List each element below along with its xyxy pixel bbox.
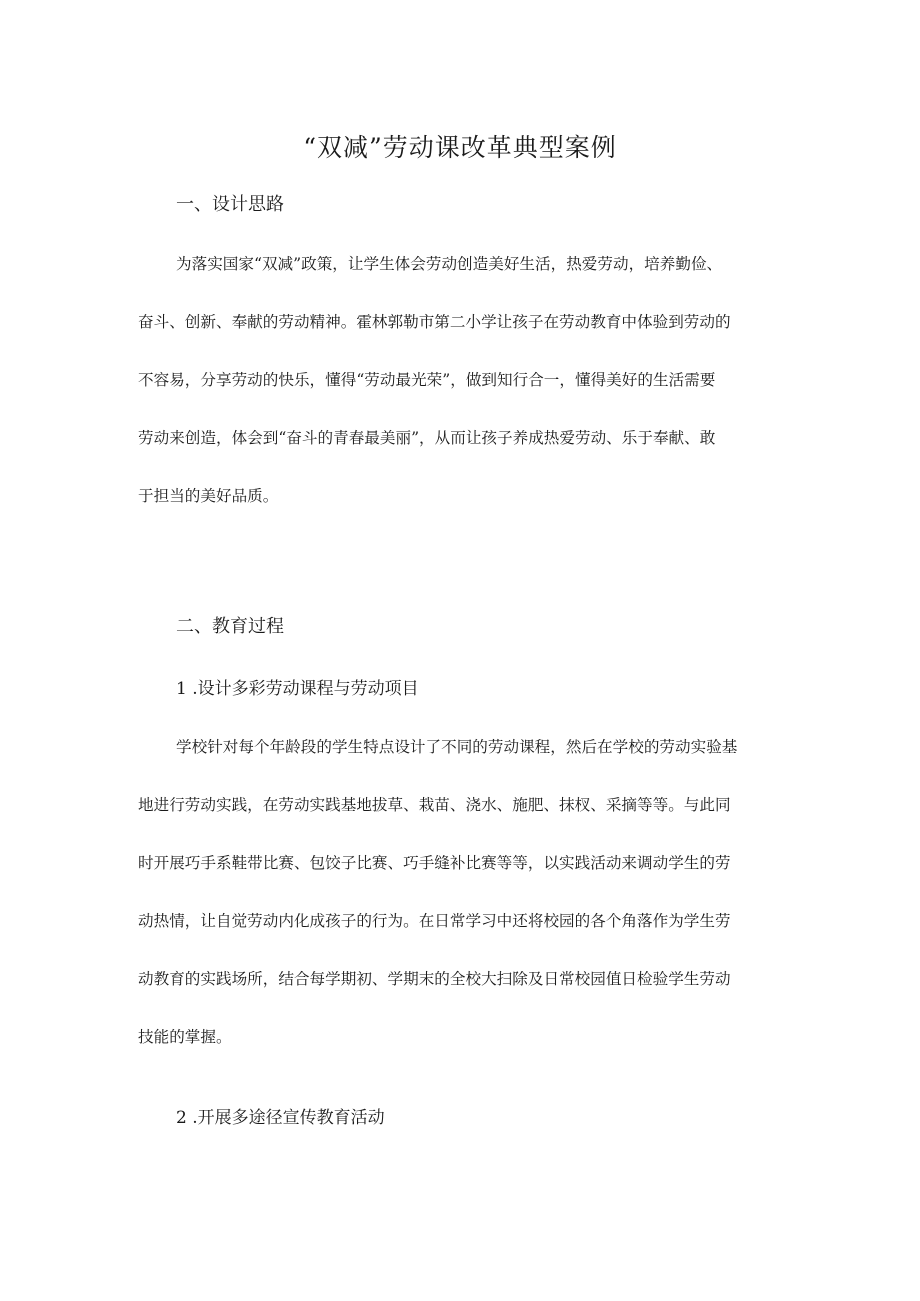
paragraph-courses	[138, 718, 788, 1066]
paragraph-line: 于担当的美好品质。	[138, 487, 279, 505]
paragraph-line: 时开展巧手系鞋带比赛、包饺子比赛、巧手缝补比赛等等，以实践活动来调动学生的劳	[138, 854, 731, 872]
paragraph-line: 动教育的实践场所，结合每学期初、学期末的全校大扫除及日常校园值日检验学生劳动	[138, 970, 731, 988]
subheading-publicity: 2 .开展多途径宣传教育活动	[176, 1108, 385, 1128]
section-heading-design: 一、设计思路	[176, 194, 284, 215]
paragraph-line: 奋斗、创新、奉献的劳动精神。霍林郭勒市第二小学让孩子在劳动教育中体验到劳动的	[138, 313, 731, 331]
subheading-courses: 1 .设计多彩劳动课程与劳动项目	[176, 679, 419, 699]
paragraph-line: 为落实国家“双减”政策，让学生体会劳动创造美好生活，热爱劳动，培养勤俭、	[176, 255, 723, 273]
paragraph-line: 动热情，让自觉劳动内化成孩子的行为。在日常学习中还将校园的各个角落作为学生劳	[138, 912, 731, 930]
section-heading-process: 二、教育过程	[176, 616, 284, 637]
paragraph-line: 技能的掌握。	[138, 1028, 232, 1046]
paragraph-line: 学校针对每个年龄段的学生特点设计了不同的劳动课程，然后在学校的劳动实验基	[176, 738, 738, 756]
paragraph-line: 劳动来创造，体会到“奋斗的青春最美丽”，从而让孩子养成热爱劳动、乐于奉献、敢	[138, 429, 716, 447]
paragraph-line: 不容易，分享劳动的快乐，懂得“劳动最光荣”，做到知行合一，懂得美好的生活需要	[138, 371, 716, 389]
document-title: “双减”劳动课改革典型案例	[303, 133, 617, 162]
paragraph-line: 地进行劳动实践，在劳动实践基地拔草、栽苗、浇水、施肥、抹杈、采摘等等。与此同	[138, 796, 731, 814]
paragraph-design	[138, 235, 788, 525]
